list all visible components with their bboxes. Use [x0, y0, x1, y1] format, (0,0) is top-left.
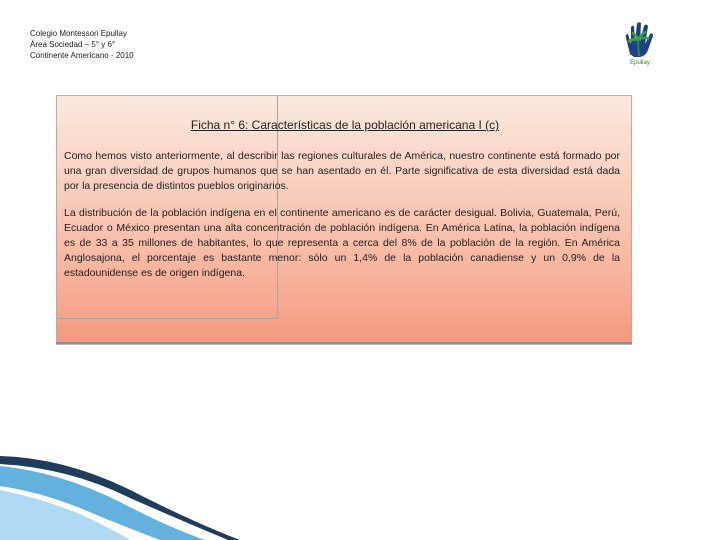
paragraph-2: La distribución de la población indígena en el continente americano es de carácter desigual. Bolivia, Guatemala, Perú, Ecuador o México presentan una alta concentración de población indígena. En América Latina, la población indígena es de 33 a 35 millones de habitantes, lo que representa a cerca del 8% de la población de la región. En América Anglosajona, el porcentaje es bastante menor: sólo un 1,4% de la población canadiense y un 0,9% de la estadounidense es de origen indígena. [64, 207, 620, 279]
school-header [30, 28, 134, 61]
subject-area: Área Sociedad – 5° y 6° [30, 40, 116, 49]
bottom-wave-decoration [0, 450, 720, 540]
card-title: Ficha n° 6: Características de la población americana I (c) [190, 118, 500, 132]
course-unit: Continente Americano - 2010 [30, 51, 134, 60]
logo-caption: Epullay [630, 60, 650, 66]
paragraph-1: Como hemos visto anteriormente, al describir las regiones culturales de América, nuestro continente está formado por una gran diversidad de grupos humanos que se han asentado en él. Parte significativa de esta diversidad está dada por la presencia de distintos pueblos originarios. [64, 150, 620, 192]
school-name: Colegio Montessori Epullay [30, 29, 127, 38]
info-card [56, 95, 632, 342]
school-logo-icon [616, 20, 664, 66]
